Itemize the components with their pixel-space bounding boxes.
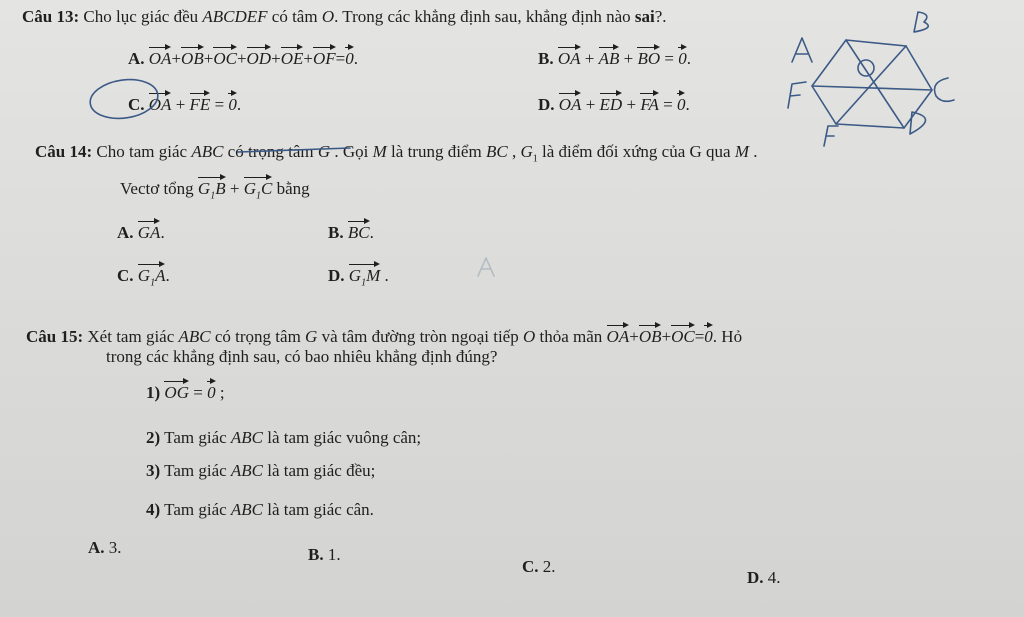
hand-letter-f [788,82,806,108]
q15-stem1-expr: OA+OB+OC=0 [607,327,713,346]
q15-stem-line1: Câu 15: Xét tam giác ABC có trọng tâm G và tâm đường tròn ngoại tiếp O thỏa mãn OA+OB+OC=0. Hỏ [26,323,742,347]
q15-statement-2: 2) Tam giác ABC là tam giác vuông cân; [146,428,422,447]
q13-option-c-expr: OA + FE = 0. [149,95,241,114]
q14-label: Câu 14: [35,142,93,161]
q14-option-a[interactable]: A. GA. [117,219,165,243]
hand-letter-a [792,38,812,62]
q15-option-b[interactable]: B. 1. [308,545,341,564]
q13-option-b[interactable]: B. OA + AB + BO = 0. [538,45,691,69]
q14-option-b[interactable]: B. BC. [328,219,374,243]
strike-through-mark [238,148,350,152]
hexagon-sketch [812,40,932,128]
q14-expr: $G_1B + G_1C$ [198,179,272,198]
q13-label: Câu 13: [22,7,80,26]
q15-statement-4: 4) Tam giác ABC là tam giác cân. [146,500,374,519]
q13-stem: Cho lục giác đều ABCDEF có tâm O. Trong các khẳng định sau, khẳng định nào sai?. [83,7,667,26]
q13-option-b-expr: OA + AB + BO = 0. [558,49,691,68]
q15-option-c[interactable]: C. 2. [522,557,556,576]
hand-letter-a-2 [478,258,494,276]
q15-label: Câu 15: [26,327,84,346]
q15-stem1: Xét tam giác ABC có trọng tâm G và tâm đường tròn ngoại tiếp O thỏa mãn [87,327,603,346]
answer-circle-mark [88,75,161,122]
q13-option-d-expr: OA + ED + FA = 0. [559,95,690,114]
q15-statement-3: 3) Tam giác ABC là tam giác đều; [146,461,376,480]
q14-option-c[interactable]: C. $G_1A$. [117,262,170,293]
hand-letter-c [935,78,955,101]
hand-letter-b [914,12,928,32]
q14-option-d[interactable]: D. $G_1M$ . [328,262,389,293]
q15-option-a[interactable]: A. 3. [88,538,122,557]
q13-option-c[interactable]: C. OA + FE = 0. [128,91,241,115]
q13-option-a[interactable]: A. OA+OB+OC+OD+OE+OF=0. [128,45,358,69]
hand-letter-e [824,126,838,146]
q15-statement-1: 1) OG = 0 ; [146,379,225,403]
q15-stem-line2: trong các khẳng định sau, có bao nhiêu khẳng định đúng? [106,347,498,366]
q15-option-d[interactable]: D. 4. [747,568,781,587]
q14-stem: Cho tam giác ABC có trọng tâm G . Gọi M là trung điểm BC , $G_1$ là điểm đối xứng của G qua M . [96,142,758,165]
q13-option-d[interactable]: D. OA + ED + FA = 0. [538,91,690,115]
hand-letter-d [910,112,926,134]
q13-option-a-expr: OA+OB+OC+OD+OE+OF=0. [149,49,358,68]
q14-line2: Vectơ tổng $G_1B + G_1C$ bằng [120,175,310,206]
